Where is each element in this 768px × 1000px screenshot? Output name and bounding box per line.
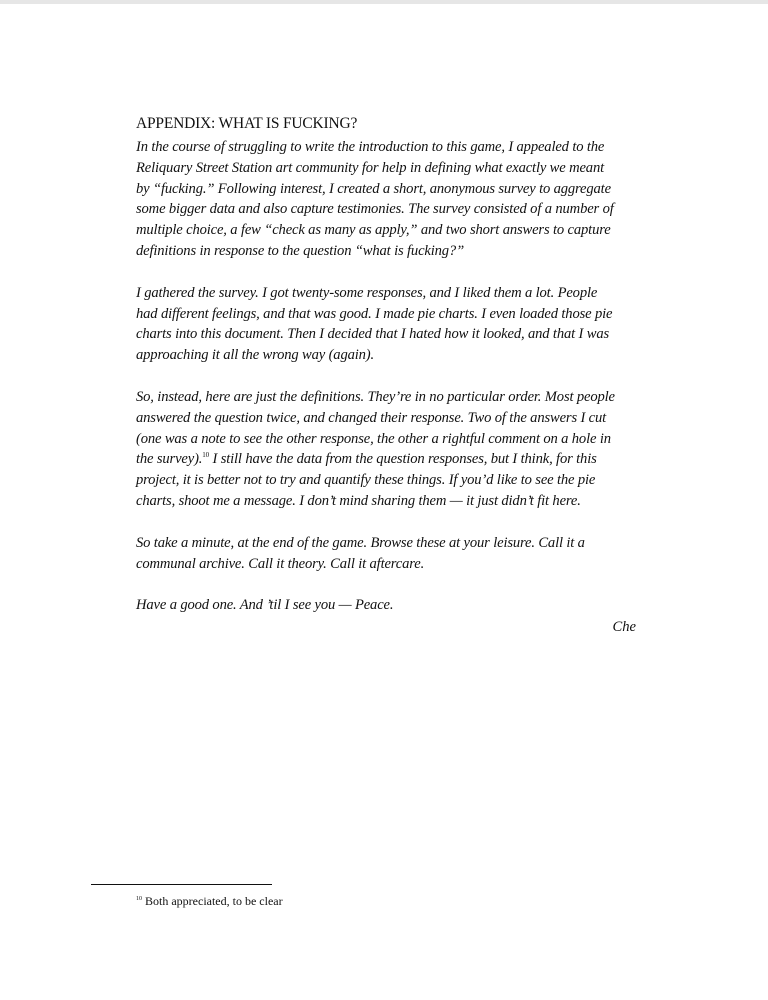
text-line: project, it is better not to try and quantify these things. If you’d like to see the pie: [136, 472, 596, 489]
text-fragment: the survey).: [136, 451, 203, 468]
text-line: communal archive. Call it theory. Call it aftercare.: [136, 555, 425, 572]
document-page: [136, 113, 636, 638]
text-line: Have a good one. And ’til I see you — Peace.: [136, 597, 394, 614]
text-line: So take a minute, at the end of the game. Browse these at your leisure. Call it a: [136, 534, 585, 551]
text-line: approaching it all the wrong way (again).: [136, 347, 375, 364]
paragraph-definitions: [136, 387, 636, 512]
footnote: [136, 893, 283, 909]
text-line: definitions in response to the question “what is fucking?”: [136, 242, 465, 259]
author-signature: Che: [612, 619, 636, 636]
footnote-text: Both appreciated, to be clear: [142, 894, 283, 908]
text-line: (one was a note to see the other response, the other a rightful comment on a hole in: [136, 430, 611, 447]
text-line: So, instead, here are just the definitions. They’re in no particular order. Most people: [136, 388, 615, 405]
text-fragment: I still have the data from the question responses, but I think, for this: [208, 451, 597, 468]
footnote-reference[interactable]: 10: [202, 451, 209, 460]
text-line: Reliquary Street Station art community for help in defining what exactly we meant: [136, 159, 605, 176]
paragraph-take-a-minute: [136, 533, 636, 575]
text-line: some bigger data and also capture testimonies. The survey consisted of a number of: [136, 201, 614, 218]
text-line: by “fucking.” Following interest, I created a short, anonymous survey to aggregate: [136, 180, 611, 197]
text-line: I gathered the survey. I got twenty-some responses, and I liked them a lot. People: [136, 284, 598, 301]
top-edge-bar: [0, 0, 768, 4]
paragraph-survey-intro: [136, 137, 636, 262]
text-line: multiple choice, a few “check as many as apply,” and two short answers to capture: [136, 222, 611, 239]
text-line: had different feelings, and that was good. I made pie charts. I even loaded those pie: [136, 305, 613, 322]
text-line-with-footnote: [136, 449, 636, 470]
text-line: In the course of struggling to write the introduction to this game, I appealed to the: [136, 139, 605, 155]
footnote-number: 10: [136, 896, 142, 902]
text-line: answered the question twice, and changed their response. Two of the answers I cut: [136, 409, 607, 426]
paragraph-sign-off: [136, 595, 636, 616]
text-line: charts, shoot me a message. I don’t mind sharing them — it just didn’t fit here.: [136, 492, 581, 509]
paragraph-gathered-survey: [136, 283, 636, 366]
footnote-divider: [91, 884, 272, 885]
text-line: charts into this document. Then I decided that I hated how it looked, and that I was: [136, 326, 609, 343]
appendix-heading: APPENDIX: WHAT IS FUCKING?: [136, 115, 358, 132]
